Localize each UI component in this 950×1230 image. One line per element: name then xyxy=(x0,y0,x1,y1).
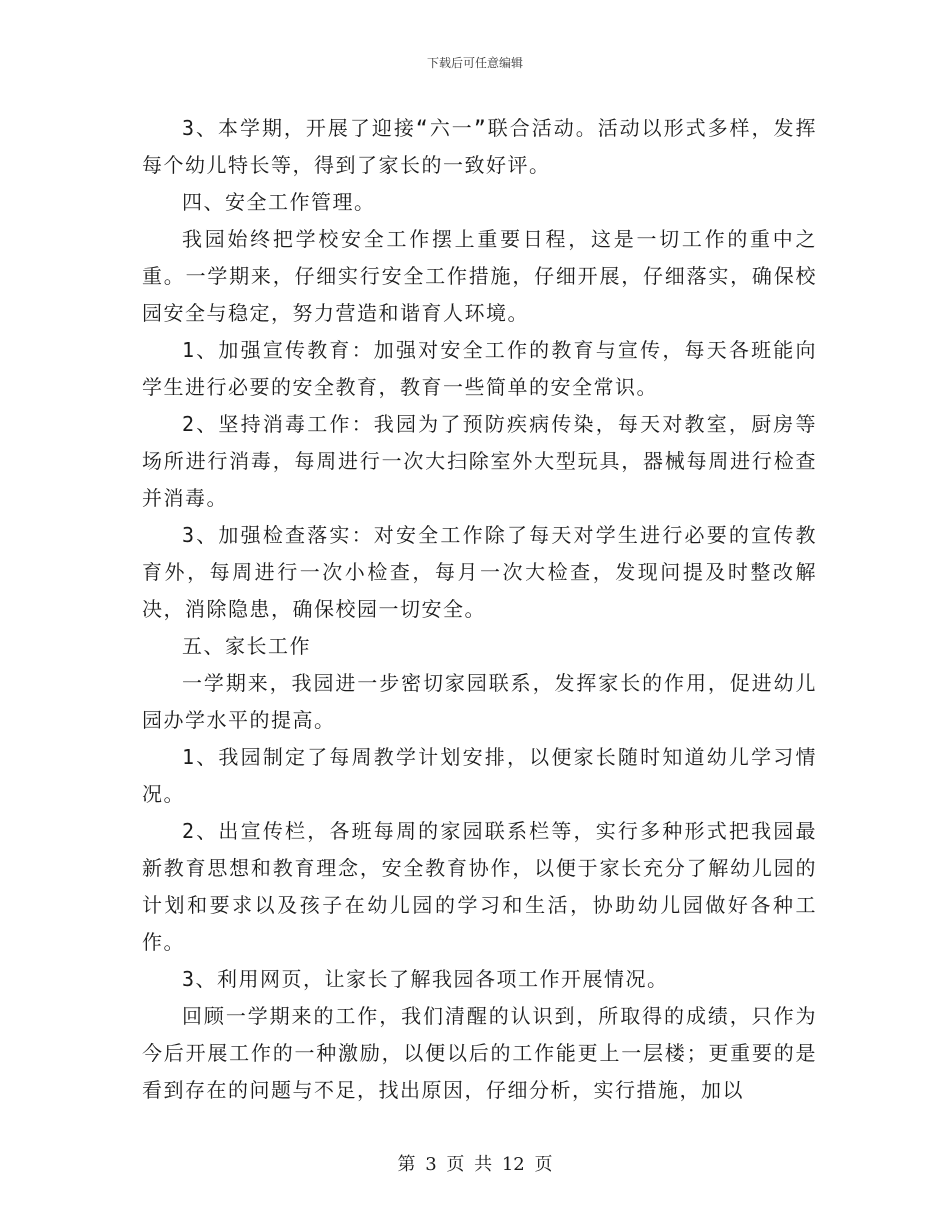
paragraph-safety-intro: 我园始终把学校安全工作摆上重要日程，这是一切工作的重中之重。一学期来，仔细实行安全工作措施，仔细开展，仔细落实，确保校园安全与稳定，努力营造和谐育人环境。 xyxy=(142,227,817,325)
paragraph-parents-intro: 一学期来，我园进一步密切家园联系，发挥家长的作用，促进幼儿园办学水平的提高。 xyxy=(142,671,817,732)
paragraph-safety-2: 2、坚持消毒工作：我园为了预防疾病传染，每天对教室，厨房等场所进行消毒，每周进行一次大扫除室外大型玩具，器械每周进行检查并消毒。 xyxy=(142,412,817,510)
document-body xyxy=(142,110,817,1109)
paragraph-parents-1: 1、我园制定了每周教学计划安排，以便家长随时知道幼儿学习情况。 xyxy=(142,745,817,806)
paragraph-parents-2: 2、出宣传栏，各班每周的家园联系栏等，实行多种形式把我园最新教育思想和教育理念，安全教育协作，以便于家长充分了解幼儿园的计划和要求以及孩子在幼儿园的学习和生活，协助幼儿园做好各种工作。 xyxy=(142,819,817,954)
paragraph-safety-3: 3、加强检查落实：对安全工作除了每天对学生进行必要的宣传教育外，每周进行一次小检查，每月一次大检查，发现问提及时整改解决，消除隐患，确保校园一切安全。 xyxy=(142,523,817,621)
page-header: 下载后可任意编辑 xyxy=(426,56,523,70)
paragraph-1: 3、本学期，开展了迎接“六一”联合活动。活动以形式多样，发挥每个幼儿特长等，得到了家长的一致好评。 xyxy=(142,116,817,177)
paragraph-safety-1: 1、加强宣传教育：加强对安全工作的教育与宣传，每天各班能向学生进行必要的安全教育，教育一些简单的安全常识。 xyxy=(142,338,817,399)
page-number: 第 3 页 共 12 页 xyxy=(397,1154,553,1175)
section-heading-parents: 五、家长工作 xyxy=(182,634,311,658)
section-heading-safety: 四、安全工作管理。 xyxy=(182,190,376,214)
paragraph-review: 回顾一学期来的工作，我们清醒的认识到，所取得的成绩，只作为今后开展工作的一种激励，以便以后的工作能更上一层楼；更重要的是看到存在的问题与不足，找出原因，仔细分析，实行措施，加以 xyxy=(142,1004,817,1102)
paragraph-parents-3: 3、利用网页，让家长了解我园各项工作开展情况。 xyxy=(182,967,669,991)
